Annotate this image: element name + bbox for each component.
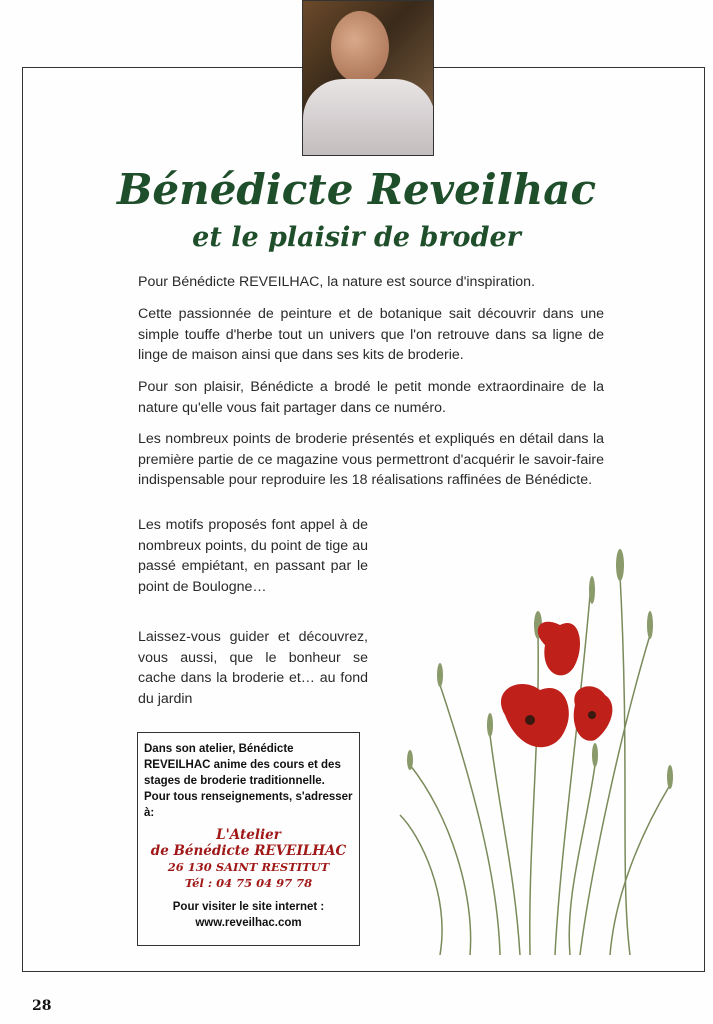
portrait-photo — [302, 0, 434, 156]
paragraph-6: Laissez-vous guider et découvrez, vous aussi, que le bonheur se cache dans la broderie et… au fond du jardin — [138, 629, 368, 707]
paragraph-5: Les motifs proposés font appel à de nombreux points, du point de tige au passé empiétant, en passant par le point de Boulogne… — [138, 517, 368, 595]
atelier-name-1: L'Atelier — [216, 827, 281, 843]
poppy-embroidery-illustration — [380, 515, 690, 955]
info-contact-label: Pour tous renseignements, s'adresser à: — [144, 791, 353, 819]
page-title: Bénédicte Reveilhac — [116, 165, 597, 214]
paragraph-4: Les nombreux points de broderie présentés et expliqués en détail dans la première partie de ce magazine vous permettront d'acquérir le savoir-faire indispensable pour reproduire les 18 réalisations raffinées de Bénédicte. — [138, 431, 604, 488]
page-subtitle: et le plaisir de broder — [192, 222, 521, 253]
page-number: 28 — [32, 998, 52, 1014]
website-link[interactable]: www.reveilhac.com — [195, 917, 302, 929]
paragraph-1: Pour Bénédicte REVEILHAC, la nature est source d'inspiration. — [138, 274, 536, 290]
paragraph-2: Cette passionnée de peinture et de botanique sait découvrir dans une simple touffe d'herbe tout un univers que l'on retrouve dans sa ligne de linge de maison ainsi que dans ses kits de broderie. — [138, 306, 604, 363]
atelier-name-2: de Bénédicte REVEILHAC — [150, 843, 347, 859]
paragraph-3: Pour son plaisir, Bénédicte a brodé le petit monde extraordinaire de la nature qu'elle vous fait partager dans ce numéro. — [138, 379, 604, 416]
atelier-phone: Tél : 04 75 04 97 78 — [184, 876, 313, 890]
website-label: Pour visiter le site internet : — [172, 901, 325, 913]
atelier-address: 26 130 SAINT RESTITUT — [167, 860, 330, 874]
info-text: Dans son atelier, Bénédicte REVEILHAC anime des cours et des stages de broderie traditionnelle. — [144, 743, 341, 787]
info-box — [137, 732, 360, 946]
